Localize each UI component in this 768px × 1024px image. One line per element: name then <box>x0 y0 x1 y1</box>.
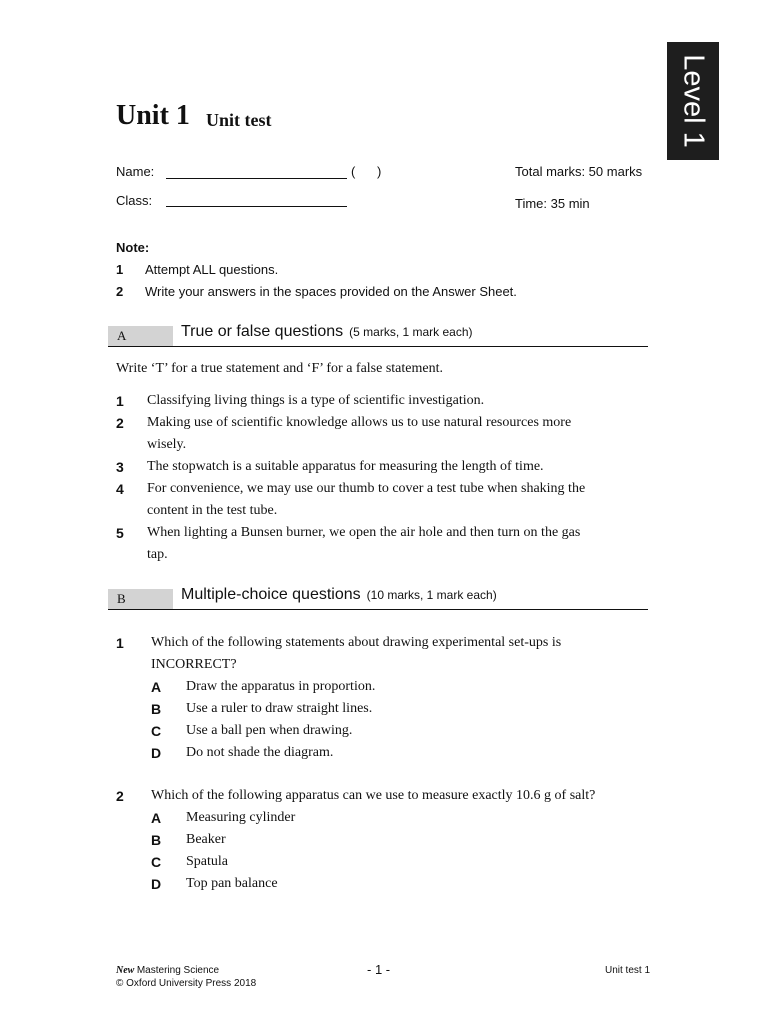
option-letter: A <box>151 810 162 826</box>
footer-unit-label: Unit test 1 <box>605 965 651 976</box>
question-text: Which of the following apparatus can we use to measure exactly 10.6 g of salt? <box>151 788 596 803</box>
question-text: wisely. <box>147 437 187 452</box>
note-item-num: 2 <box>116 284 124 299</box>
section-title <box>181 586 497 604</box>
question-number: 1 <box>116 393 124 409</box>
option-letter: C <box>151 723 162 739</box>
section-title-text: Multiple-choice questions <box>181 586 361 603</box>
section-b-header <box>108 586 648 610</box>
time-allowed: Time: 35 min <box>515 196 590 211</box>
class-label: Class: <box>116 193 153 208</box>
section-a-header <box>108 323 648 347</box>
question-number: 4 <box>116 481 124 497</box>
question-text: Classifying living things is a type of scientific investigation. <box>147 393 485 408</box>
option-text: Use a ball pen when drawing. <box>186 723 353 738</box>
section-a-instruction: Write ‘T’ for a true statement and ‘F’ for a false statement. <box>116 361 443 376</box>
section-title <box>181 323 473 341</box>
unit-title: Unit 1 <box>116 100 190 131</box>
total-marks: Total marks: 50 marks <box>515 164 643 179</box>
question-number: 5 <box>116 525 124 541</box>
question-text: For convenience, we may use our thumb to cover a test tube when shaking the <box>147 481 586 496</box>
name-line <box>166 178 347 179</box>
name-label: Name: <box>116 164 155 179</box>
note-heading: Note: <box>116 240 150 255</box>
question-text: The stopwatch is a suitable apparatus for measuring the length of time. <box>147 459 544 474</box>
option-letter: B <box>151 832 162 848</box>
question-number: 2 <box>116 788 124 804</box>
section-title-text: True or false questions <box>181 323 344 340</box>
option-letter: B <box>151 701 162 717</box>
option-text: Measuring cylinder <box>186 810 296 825</box>
question-number: 2 <box>116 415 124 431</box>
option-text: Top pan balance <box>186 876 278 891</box>
question-text: Which of the following statements about drawing experimental set-ups is <box>151 635 562 650</box>
question-number: 1 <box>116 635 124 651</box>
option-text: Beaker <box>186 832 226 847</box>
section-letter-box <box>108 589 173 609</box>
footer-copyright: © Oxford University Press 2018 <box>116 978 257 989</box>
section-marks: (10 marks, 1 mark each) <box>366 588 497 602</box>
level-label: Level 1 <box>677 54 710 148</box>
level-tab <box>667 42 719 160</box>
section-letter: B <box>117 591 126 606</box>
question-text: content in the test tube. <box>147 503 278 518</box>
option-letter: D <box>151 876 162 892</box>
question-text: Making use of scientific knowledge allows us to use natural resources more <box>147 415 572 430</box>
option-letter: D <box>151 745 162 761</box>
page-number: - 1 - <box>367 962 391 977</box>
footer-book-title <box>116 965 219 976</box>
note-item-num: 1 <box>116 262 124 277</box>
option-letter: A <box>151 679 162 695</box>
question-text: When lighting a Bunsen burner, we open the air hole and then turn on the gas <box>147 525 581 540</box>
option-text: Spatula <box>186 854 228 869</box>
option-text: Draw the apparatus in proportion. <box>186 679 376 694</box>
option-letter: C <box>151 854 162 870</box>
class-number-paren: ( ) <box>351 164 382 179</box>
option-text: Use a ruler to draw straight lines. <box>186 701 373 716</box>
note-item-text: Write your answers in the spaces provided on the Answer Sheet. <box>145 284 517 299</box>
unit-subtitle: Unit test <box>206 110 272 130</box>
class-line <box>166 206 347 207</box>
section-marks: (5 marks, 1 mark each) <box>349 325 473 339</box>
section-letter: A <box>117 328 127 343</box>
footer-book-rest: Mastering Science <box>136 965 220 976</box>
question-text: INCORRECT? <box>151 657 237 672</box>
option-text: Do not shade the diagram. <box>186 745 334 760</box>
question-number: 3 <box>116 459 124 475</box>
note-item-text: Attempt ALL questions. <box>145 262 279 277</box>
section-letter-box <box>108 326 173 346</box>
question-text: tap. <box>147 547 168 562</box>
footer-book-new: New <box>116 965 135 976</box>
